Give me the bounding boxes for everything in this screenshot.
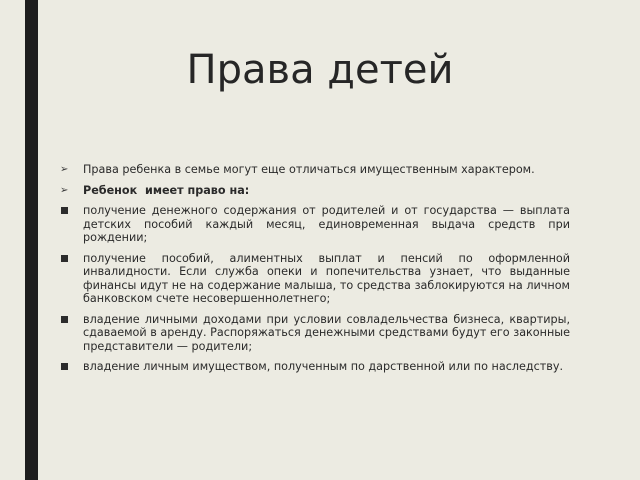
bullet-list — [60, 163, 570, 381]
arrow-bullet-icon: ➢ — [60, 164, 69, 175]
bullet-text: владение личными доходами при условии совладельчества бизнеса, квартиры, сдаваемой в аренду. Распоряжаться денежными средствами будут его законные представители — родители; — [83, 312, 570, 353]
square-bullet-icon — [61, 207, 68, 214]
bullet-text: получение денежного содержания от родителей и от государства — выплата детских пособий каждый месяц, единовременная выдача средств при рождении; — [83, 204, 570, 244]
bullet-text: Ребенок имеет право на: — [83, 183, 250, 197]
bullet-item-1 — [60, 163, 570, 177]
bullet-item-4 — [60, 252, 570, 306]
arrow-bullet-icon: ➢ — [60, 184, 69, 196]
bullet-item-6 — [60, 360, 570, 374]
bullet-text: получение пособий, алиментных выплат и пенсий по оформленной инвалидности. Если служба опеки и попечительства узнает, что выданные финансы идут не на содержание малыша, то средства заблокируются на личном банковском счете несовершеннолетнего; — [83, 251, 570, 305]
bullet-item-3 — [60, 204, 570, 245]
bullet-item-2 — [60, 184, 570, 198]
bullet-text: Права ребенка в семье могут еще отличаться имущественным характером. — [83, 163, 535, 176]
bullet-item-5 — [60, 313, 570, 354]
square-bullet-icon — [61, 363, 68, 370]
bullet-text: владение личным имуществом, полученным по дарственной или по наследству. — [83, 360, 564, 373]
slide-title: Права детей — [186, 47, 454, 93]
square-bullet-icon — [61, 255, 68, 262]
square-bullet-icon — [61, 316, 68, 323]
